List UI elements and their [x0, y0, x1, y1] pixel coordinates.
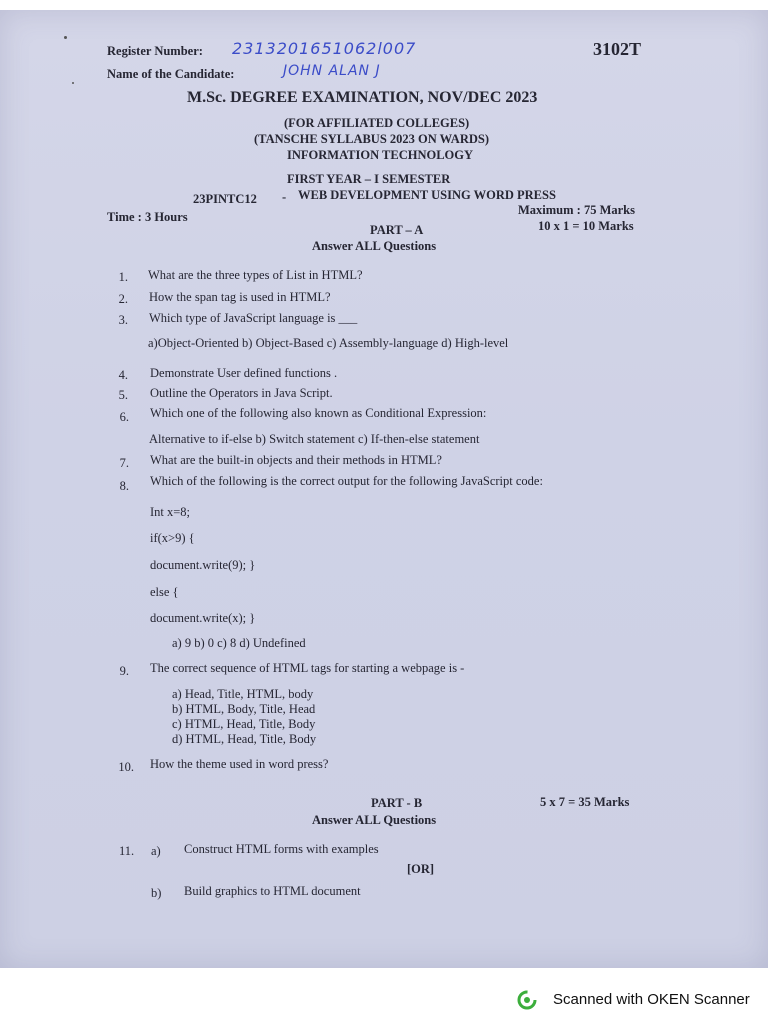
q11a-label: a) — [151, 844, 161, 858]
q1-number: 1. — [118, 270, 128, 284]
scanner-logo-icon — [517, 990, 537, 1010]
q10-text: How the theme used in word press? — [150, 757, 329, 771]
q10-number: 10. — [118, 760, 134, 774]
q8-code-line: document.write(9); } — [150, 558, 256, 572]
paper-code: 3102T — [593, 39, 642, 59]
q8-options: a) 9 b) 0 c) 8 d) Undefined — [172, 636, 306, 650]
q5-text: Outline the Operators in Java Script. — [150, 386, 333, 400]
q8-code-line: if(x>9) { — [150, 531, 195, 545]
candidate-name: JOHN ALAN J — [283, 63, 381, 79]
exam-paper — [0, 10, 768, 968]
register-label: Register Number: — [107, 44, 203, 58]
part-b-instruction: Answer ALL Questions — [312, 813, 437, 827]
part-a-instruction: Answer ALL Questions — [312, 239, 437, 253]
register-number: 2313201651062l007 — [232, 39, 417, 58]
speck — [64, 36, 67, 39]
q11b-text: Build graphics to HTML document — [184, 884, 361, 898]
q2-number: 2. — [118, 292, 128, 306]
q11a-text: Construct HTML forms with examples — [184, 842, 379, 856]
q4-number: 4. — [118, 368, 128, 382]
syllabus-line: (TANSCHE SYLLABUS 2023 ON WARDS) — [254, 132, 489, 146]
q3-number: 3. — [118, 313, 128, 327]
q11b-label: b) — [151, 886, 162, 900]
q2-text: How the span tag is used in HTML? — [149, 290, 331, 304]
part-a-title: PART – A — [370, 223, 424, 237]
q6-options: Alternative to if-else b) Switch statement c) If-then-else statement — [149, 432, 480, 446]
q3-text: Which type of JavaScript language is ___ — [149, 311, 358, 325]
q6-number: 6. — [119, 410, 129, 424]
q3-options: a)Object-Oriented b) Object-Based c) Assembly-language d) High-level — [148, 336, 509, 350]
q5-number: 5. — [118, 388, 128, 402]
q8-text: Which of the following is the correct output for the following JavaScript code: — [150, 474, 543, 488]
q8-code-line: document.write(x); } — [150, 611, 256, 625]
q8-number: 8. — [119, 479, 129, 493]
q8-code-line: Int x=8; — [150, 505, 191, 519]
maximum-marks: Maximum : 75 Marks — [518, 203, 635, 217]
course-name: WEB DEVELOPMENT USING WORD PRESS — [298, 188, 556, 202]
q9-text: The correct sequence of HTML tags for starting a webpage is - — [150, 661, 465, 675]
q7-text: What are the built-in objects and their methods in HTML? — [150, 453, 442, 467]
q6-text: Which one of the following also known as Conditional Expression: — [150, 406, 487, 420]
q9-option-a: a) Head, Title, HTML, body — [172, 687, 314, 701]
colleges-line: (FOR AFFILIATED COLLEGES) — [284, 116, 470, 130]
semester-line: FIRST YEAR – I SEMESTER — [287, 172, 451, 186]
part-a-marks: 10 x 1 = 10 Marks — [538, 219, 634, 233]
candidate-label: Name of the Candidate: — [107, 67, 235, 81]
q1-text: What are the three types of List in HTML? — [148, 268, 363, 282]
q9-option-c: c) HTML, Head, Title, Body — [172, 717, 316, 731]
q7-number: 7. — [119, 456, 129, 470]
time-allowed: Time : 3 Hours — [107, 210, 188, 224]
course-code: 23PINTC12 — [193, 192, 257, 206]
or-separator: [OR] — [407, 862, 435, 876]
q11-number: 11. — [119, 844, 135, 858]
course-dash: - — [282, 190, 287, 204]
q9-option-b: b) HTML, Body, Title, Head — [172, 702, 316, 716]
q4-text: Demonstrate User defined functions . — [150, 366, 338, 380]
q9-option-d: d) HTML, Head, Title, Body — [172, 732, 317, 746]
department-line: INFORMATION TECHNOLOGY — [287, 148, 474, 162]
scanner-watermark: Scanned with OKEN Scanner — [553, 991, 750, 1008]
part-b-title: PART - B — [371, 796, 423, 810]
q8-code-line: else { — [150, 585, 179, 599]
q9-number: 9. — [119, 664, 129, 678]
speck — [72, 82, 74, 84]
exam-title: M.Sc. DEGREE EXAMINATION, NOV/DEC 2023 — [187, 89, 538, 106]
part-b-marks: 5 x 7 = 35 Marks — [540, 795, 630, 809]
